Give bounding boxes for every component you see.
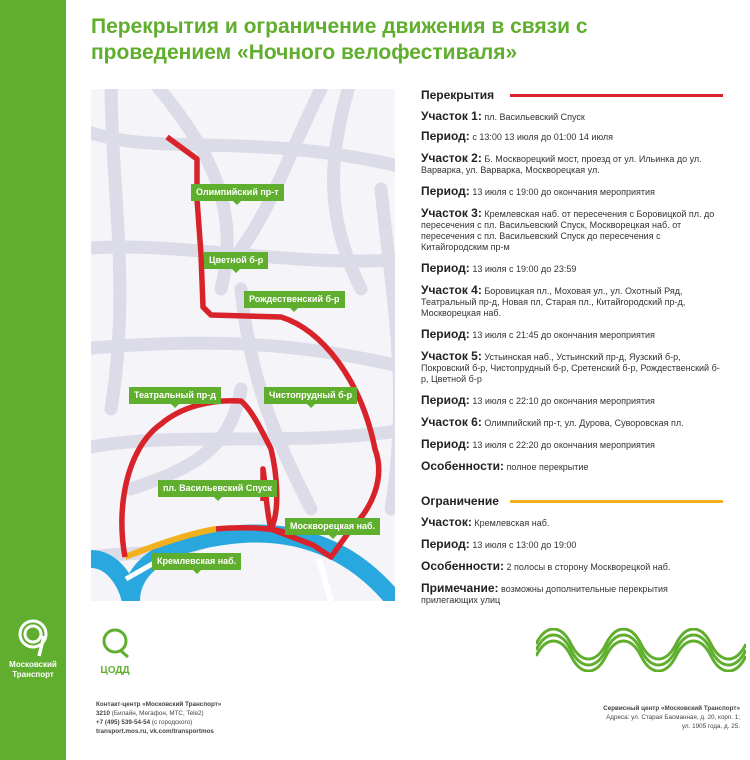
map-label-teatralny: Театральный пр-д: [129, 387, 221, 404]
service-address-2: ул. 1905 года, д. 25.: [681, 723, 740, 730]
map-label-moskvoretskaya: Москворецкая наб.: [285, 518, 380, 535]
restriction-entry: Примечание: возможны дополнительные перекрытия прилегающих улиц: [421, 581, 668, 605]
closure-entry: Период: 13 июля с 21:45 до окончания мероприятия: [421, 327, 655, 341]
contact-center-title: Контакт-центр «Московский Транспорт»: [96, 701, 222, 708]
map-label-olimpiysky: Олимпийский пр-т: [191, 184, 284, 201]
contact-phone: +7 (495) 539-54-54: [96, 719, 151, 726]
closure-entry: Период: 13 июля с 22:20 до окончания мероприятия: [421, 437, 655, 451]
contact-short-number: 3210: [96, 710, 111, 717]
contact-short-note: (Билайн, Мегафон, МТС, Tele2): [111, 710, 204, 717]
brand-name: Московский Транспорт: [9, 660, 57, 679]
contact-info: [96, 700, 306, 736]
map-label-kremlevskaya: Кремлевская наб.: [152, 553, 241, 570]
restriction-entry: Участок: Кремлевская наб.: [421, 515, 550, 529]
closure-entry: Период: 13 июля с 19:00 до окончания мероприятия: [421, 184, 655, 198]
transport-logo-icon: [13, 618, 53, 658]
codd-logo: [90, 628, 140, 676]
map-label-tsvetnoy: Цветной б-р: [204, 252, 268, 269]
codd-name: ЦОДД: [100, 665, 130, 676]
restriction-entry: Период: 13 июля с 13:00 до 19:00: [421, 537, 577, 551]
closure-entry: Участок 2: Б. Москворецкий мост, проезд от ул. Ильинка до ул. Варварка, ул. Варварка, Москворецкая ул.: [421, 151, 702, 175]
decorative-wave-pattern: [536, 628, 746, 672]
map-label-vasilevsky: пл. Васильевский Спуск: [158, 480, 277, 497]
service-address-1: Адреса: ул. Старая Басманная, д. 20, корп. 1;: [606, 714, 740, 721]
river: [91, 533, 395, 601]
route-map: [91, 89, 395, 601]
service-center-info: [600, 704, 740, 731]
map-label-rozhdestvensky: Рождественский б-р: [244, 291, 345, 308]
restriction-line: [510, 500, 723, 503]
closures-line: [510, 94, 723, 97]
closure-entry: Участок 1: пл. Васильевский Спуск: [421, 109, 585, 123]
closures-heading: Перекрытия: [421, 88, 495, 102]
restriction-heading: Ограничение: [421, 494, 499, 508]
service-center-title: Сервисный центр «Московский Транспорт»: [603, 705, 740, 712]
page-title: Перекрытия и ограничение движения в связи с проведением «Ночного велофестиваля»: [91, 15, 588, 64]
closure-entry: Период: 13 июля с 19:00 до 23:59: [421, 261, 577, 275]
closure-entry: Период: 13 июля с 22:10 до окончания мероприятия: [421, 393, 655, 407]
contact-phone-note: (с городского): [151, 719, 193, 726]
map-label-chistoprudny: Чистопрудный б-р: [264, 387, 357, 404]
codd-logo-icon: [98, 628, 132, 658]
closure-entry: Период: с 13:00 13 июля до 01:00 14 июля: [421, 129, 614, 143]
closure-entry: Участок 5: Устьинская наб., Устьинский пр-д, Яузский б-р, Покровский б-р, Чистопрудный б-р, Сретенский б-р, Рождественский б-р, Цветной б-р: [421, 349, 720, 384]
restriction-entry: Особенности: 2 полосы в сторону Москворецкой наб.: [421, 559, 671, 573]
closure-entry: Участок 4: Боровицкая пл., Моховая ул., ул. Охотный Ряд, Театральный пр-д, Новая пл, Старая пл., Китайгородский пр-д, Москворецкая наб.: [421, 283, 686, 318]
closure-entry: Особенности: полное перекрытие: [421, 459, 589, 473]
closure-entry: Участок 3: Кремлевская наб. от пересечения с Боровицкой пл. до пересечения с пл. Васильевский Спуск, Москворецкая наб. от пересечения с пл. Васильевский Спуск до пересечения с Китайгородским пр-м: [421, 206, 715, 252]
closure-entry: Участок 6: Олимпийский пр-т, ул. Дурова, Суворовская пл.: [421, 415, 684, 429]
moscow-transport-logo: [0, 618, 66, 680]
contact-websites[interactable]: transport.mos.ru, vk.com/transportmos: [96, 728, 214, 735]
